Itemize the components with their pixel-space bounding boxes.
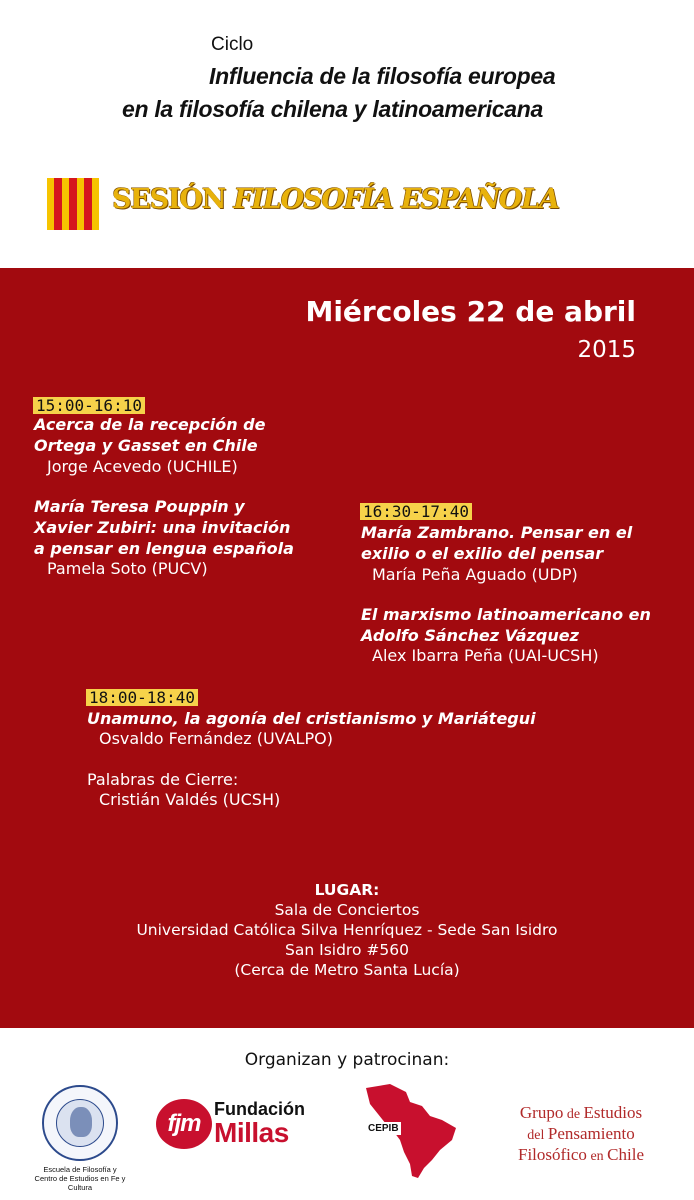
ucsh-logo — [30, 1085, 130, 1192]
catalan-flag-icon — [47, 178, 99, 230]
talk-5-title-line: Unamuno, la agonía del cristianismo y Mariátegui — [87, 709, 536, 728]
time-slot-3: 18:00-18:40 — [86, 689, 198, 706]
venue-line: San Isidro #560 — [285, 941, 409, 959]
cepib-logo — [360, 1080, 470, 1180]
grupo-word: Filosófico — [517, 1145, 587, 1164]
grupo-line — [496, 1124, 666, 1145]
talk-4-title-line: El marxismo latinoamericano en — [361, 605, 651, 624]
ciclo-label: Ciclo — [211, 34, 254, 55]
grupo-estudios-logo — [496, 1103, 666, 1166]
grupo-word: Pensamiento — [547, 1124, 635, 1143]
grupo-word: del — [527, 1128, 548, 1143]
venue-info — [0, 880, 694, 980]
venue-line: (Cerca de Metro Santa Lucía) — [234, 961, 460, 979]
session-title — [112, 184, 559, 215]
talk-3-speaker: María Peña Aguado (UDP) — [372, 565, 578, 584]
fundacion-millas-logo — [156, 1095, 326, 1155]
grupo-line — [496, 1145, 666, 1166]
ucsh-caption-line: Centro de Estudios en Fe y Cultura — [34, 1174, 126, 1192]
talk-1-title-line: Acerca de la recepción de — [34, 415, 266, 434]
university-seal-icon — [42, 1085, 118, 1161]
time-slot-1: 15:00-16:10 — [33, 397, 145, 414]
talk-4-title-line: Adolfo Sánchez Vázquez — [361, 626, 579, 645]
ucsh-caption — [30, 1165, 130, 1192]
talk-1-title — [34, 414, 265, 456]
cepib-label: CEPIB — [368, 1123, 399, 1134]
event-year: 2015 — [577, 337, 636, 363]
talk-3-title-line: María Zambrano. Pensar en el — [361, 523, 633, 542]
talk-5-title — [87, 708, 536, 729]
talk-2-speaker: Pamela Soto (PUCV) — [47, 559, 208, 578]
talk-1-speaker: Jorge Acevedo (UCHILE) — [47, 457, 238, 476]
talk-3-title — [361, 522, 632, 564]
closing-label: Palabras de Cierre: — [87, 770, 239, 789]
talk-4-speaker: Alex Ibarra Peña (UAI-UCSH) — [372, 646, 599, 665]
event-date: Miércoles 22 de abril — [305, 295, 636, 328]
grupo-word: Grupo — [519, 1103, 564, 1122]
fjm-mark-icon: fjm — [156, 1099, 212, 1149]
venue-line: Universidad Católica Silva Henríquez - Sede San Isidro — [136, 921, 558, 939]
grupo-word: Estudios — [583, 1103, 643, 1122]
ucsh-caption-line: Escuela de Filosofía y — [43, 1165, 117, 1174]
venue-line: Sala de Conciertos — [274, 901, 420, 919]
session-emphasis: FILOSOFÍA ESPAÑOLA — [233, 184, 559, 215]
talk-4-title — [361, 604, 651, 646]
grupo-line — [496, 1103, 666, 1124]
grupo-word: Chile — [607, 1145, 644, 1164]
fjm-name-bottom: Millas — [214, 1117, 289, 1148]
grupo-word: de — [563, 1107, 584, 1122]
talk-3-title-line: exilio o el exilio del pensar — [361, 544, 604, 563]
venue-heading: LUGAR: — [314, 881, 380, 899]
talk-2-title-line: María Teresa Pouppin y — [34, 497, 245, 516]
talk-2-title-line: a pensar en lengua española — [34, 539, 294, 558]
cycle-title-line-1: Influencia de la filosofía europea — [209, 63, 556, 89]
grupo-word: en — [586, 1149, 608, 1164]
talk-2-title — [34, 496, 294, 559]
talk-5-speaker: Osvaldo Fernández (UVALPO) — [99, 729, 333, 748]
organizers-heading: Organizan y patrocinan: — [244, 1050, 450, 1070]
talk-1-title-line: Ortega y Gasset en Chile — [34, 436, 258, 455]
fjm-name-top: Fundación — [214, 1099, 305, 1119]
talk-2-title-line: Xavier Zubiri: una invitación — [34, 518, 291, 537]
closing-speaker: Cristián Valdés (UCSH) — [99, 790, 281, 809]
time-slot-2: 16:30-17:40 — [360, 503, 472, 520]
cycle-title-line-2: en la filosofía chilena y latinoamericana — [122, 96, 544, 122]
session-prefix: SESIÓN — [112, 184, 234, 215]
